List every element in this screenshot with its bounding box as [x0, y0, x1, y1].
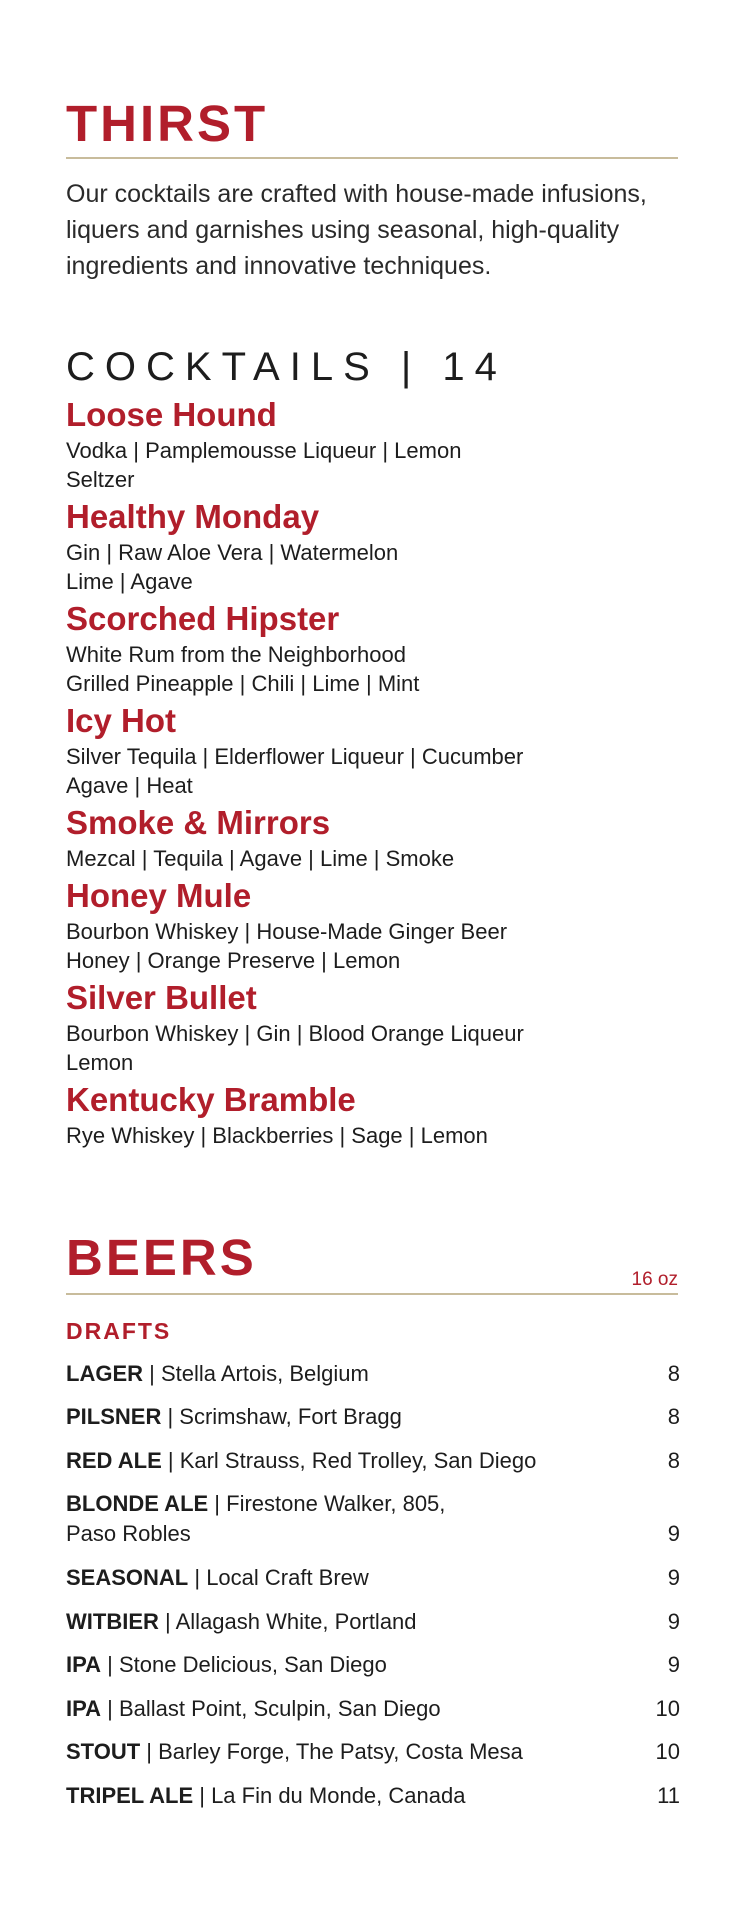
beer-price: 8 [667, 1404, 680, 1429]
beer-text [66, 1446, 646, 1476]
cocktail-ingredients: Mezcal | Tequila | Agave | Lime | Smoke [66, 846, 455, 871]
cocktail-name: Smoke & Mirrors [66, 804, 331, 841]
beer-price: 9 [667, 1565, 680, 1590]
cocktail-item [66, 878, 686, 975]
cocktail-name: Honey Mule [66, 877, 252, 914]
beer-price: 10 [655, 1696, 680, 1721]
cocktail-item [66, 805, 686, 873]
beer-price: 11 [657, 1783, 680, 1808]
beer-price: 9 [667, 1521, 680, 1546]
beer-style: TRIPEL ALE [66, 1783, 194, 1808]
beer-detail: | Barley Forge, The Patsy, Costa Mesa [140, 1739, 523, 1764]
beer-row [66, 1359, 680, 1389]
cocktails-heading: COCKTAILS | 14 [66, 345, 507, 389]
cocktail-ingredients: Gin | Raw Aloe Vera | Watermelon Lime | Agave [66, 540, 399, 594]
cocktail-name: Icy Hot [66, 702, 177, 739]
beer-style: STOUT [66, 1739, 141, 1764]
cocktail-ingredients: Bourbon Whiskey | House-Made Ginger Beer Honey | Orange Preserve | Lemon [66, 919, 508, 973]
beer-detail: | Allagash White, Portland [158, 1609, 417, 1634]
cocktail-item [66, 397, 686, 494]
beer-row [66, 1607, 680, 1637]
thirst-title: THIRST [66, 95, 269, 152]
cocktail-name: Healthy Monday [66, 498, 320, 535]
cocktail-item [66, 980, 686, 1077]
beer-row [66, 1446, 680, 1476]
beer-row [66, 1737, 680, 1767]
beer-detail: | Stella Artois, Belgium [143, 1361, 369, 1386]
beer-detail: | Ballast Point, Sculpin, San Diego [101, 1696, 441, 1721]
beer-text [66, 1737, 646, 1767]
cocktail-item [66, 703, 686, 800]
cocktail-item [66, 499, 686, 596]
beer-style: LAGER [66, 1361, 143, 1386]
beer-style: SEASONAL [66, 1565, 189, 1590]
cocktail-name: Scorched Hipster [66, 600, 340, 637]
beer-row [66, 1402, 680, 1432]
beer-detail: | La Fin du Monde, Canada [193, 1783, 466, 1808]
beer-size-note: 16 oz [631, 1269, 678, 1290]
beer-price: 9 [667, 1609, 680, 1634]
beer-text [66, 1402, 646, 1432]
cocktail-ingredients: Bourbon Whiskey | Gin | Blood Orange Liqueur Lemon [66, 1021, 524, 1075]
beer-row [66, 1489, 680, 1549]
beer-text [66, 1489, 646, 1549]
cocktail-ingredients: Silver Tequila | Elderflower Liqueur | Cucumber Agave | Heat [66, 744, 524, 798]
beer-detail: | Scrimshaw, Fort Bragg [161, 1404, 402, 1429]
cocktail-name: Kentucky Bramble [66, 1081, 356, 1118]
beer-row [66, 1694, 680, 1724]
beer-style: IPA [66, 1652, 102, 1677]
beer-row [66, 1650, 680, 1680]
beers-divider [66, 1293, 678, 1295]
thirst-divider [66, 157, 678, 159]
beer-price: 8 [667, 1361, 680, 1386]
drafts-label: DRAFTS [66, 1318, 172, 1344]
beer-detail: | Karl Strauss, Red Trolley, San Diego [161, 1448, 537, 1473]
beer-detail: | Stone Delicious, San Diego [101, 1652, 387, 1677]
beer-style: WITBIER [66, 1609, 159, 1634]
beer-text [66, 1607, 646, 1637]
beer-price: 10 [655, 1739, 680, 1764]
beer-style: IPA [66, 1696, 102, 1721]
beer-text [66, 1781, 646, 1811]
cocktail-ingredients: Rye Whiskey | Blackberries | Sage | Lemon [66, 1123, 488, 1148]
cocktail-ingredients: Vodka | Pamplemousse Liqueur | Lemon Seltzer [66, 438, 462, 492]
beer-style: BLONDE ALE [66, 1491, 209, 1516]
thirst-intro: Our cocktails are crafted with house-made infusions, liquers and garnishes using seasonal, high-quality ingredients and innovative techniques. [66, 180, 647, 280]
beers-title: BEERS [66, 1229, 257, 1286]
beer-row [66, 1781, 680, 1811]
beer-text [66, 1563, 646, 1593]
cocktail-name: Loose Hound [66, 396, 277, 433]
beer-detail: | Local Craft Brew [188, 1565, 369, 1590]
cocktail-ingredients: White Rum from the Neighborhood Grilled Pineapple | Chili | Lime | Mint [66, 642, 420, 696]
beer-price: 9 [667, 1652, 680, 1677]
beer-style: PILSNER [66, 1404, 162, 1429]
cocktail-name: Silver Bullet [66, 979, 257, 1016]
beer-text [66, 1650, 646, 1680]
cocktail-item [66, 1082, 686, 1150]
beer-text [66, 1694, 646, 1724]
beer-detail: | Firestone Walker, 805, Paso Robles [66, 1491, 446, 1546]
beer-row [66, 1563, 680, 1593]
cocktail-item [66, 601, 686, 698]
beer-text [66, 1359, 646, 1389]
beer-price: 8 [667, 1448, 680, 1473]
beer-style: RED ALE [66, 1448, 162, 1473]
